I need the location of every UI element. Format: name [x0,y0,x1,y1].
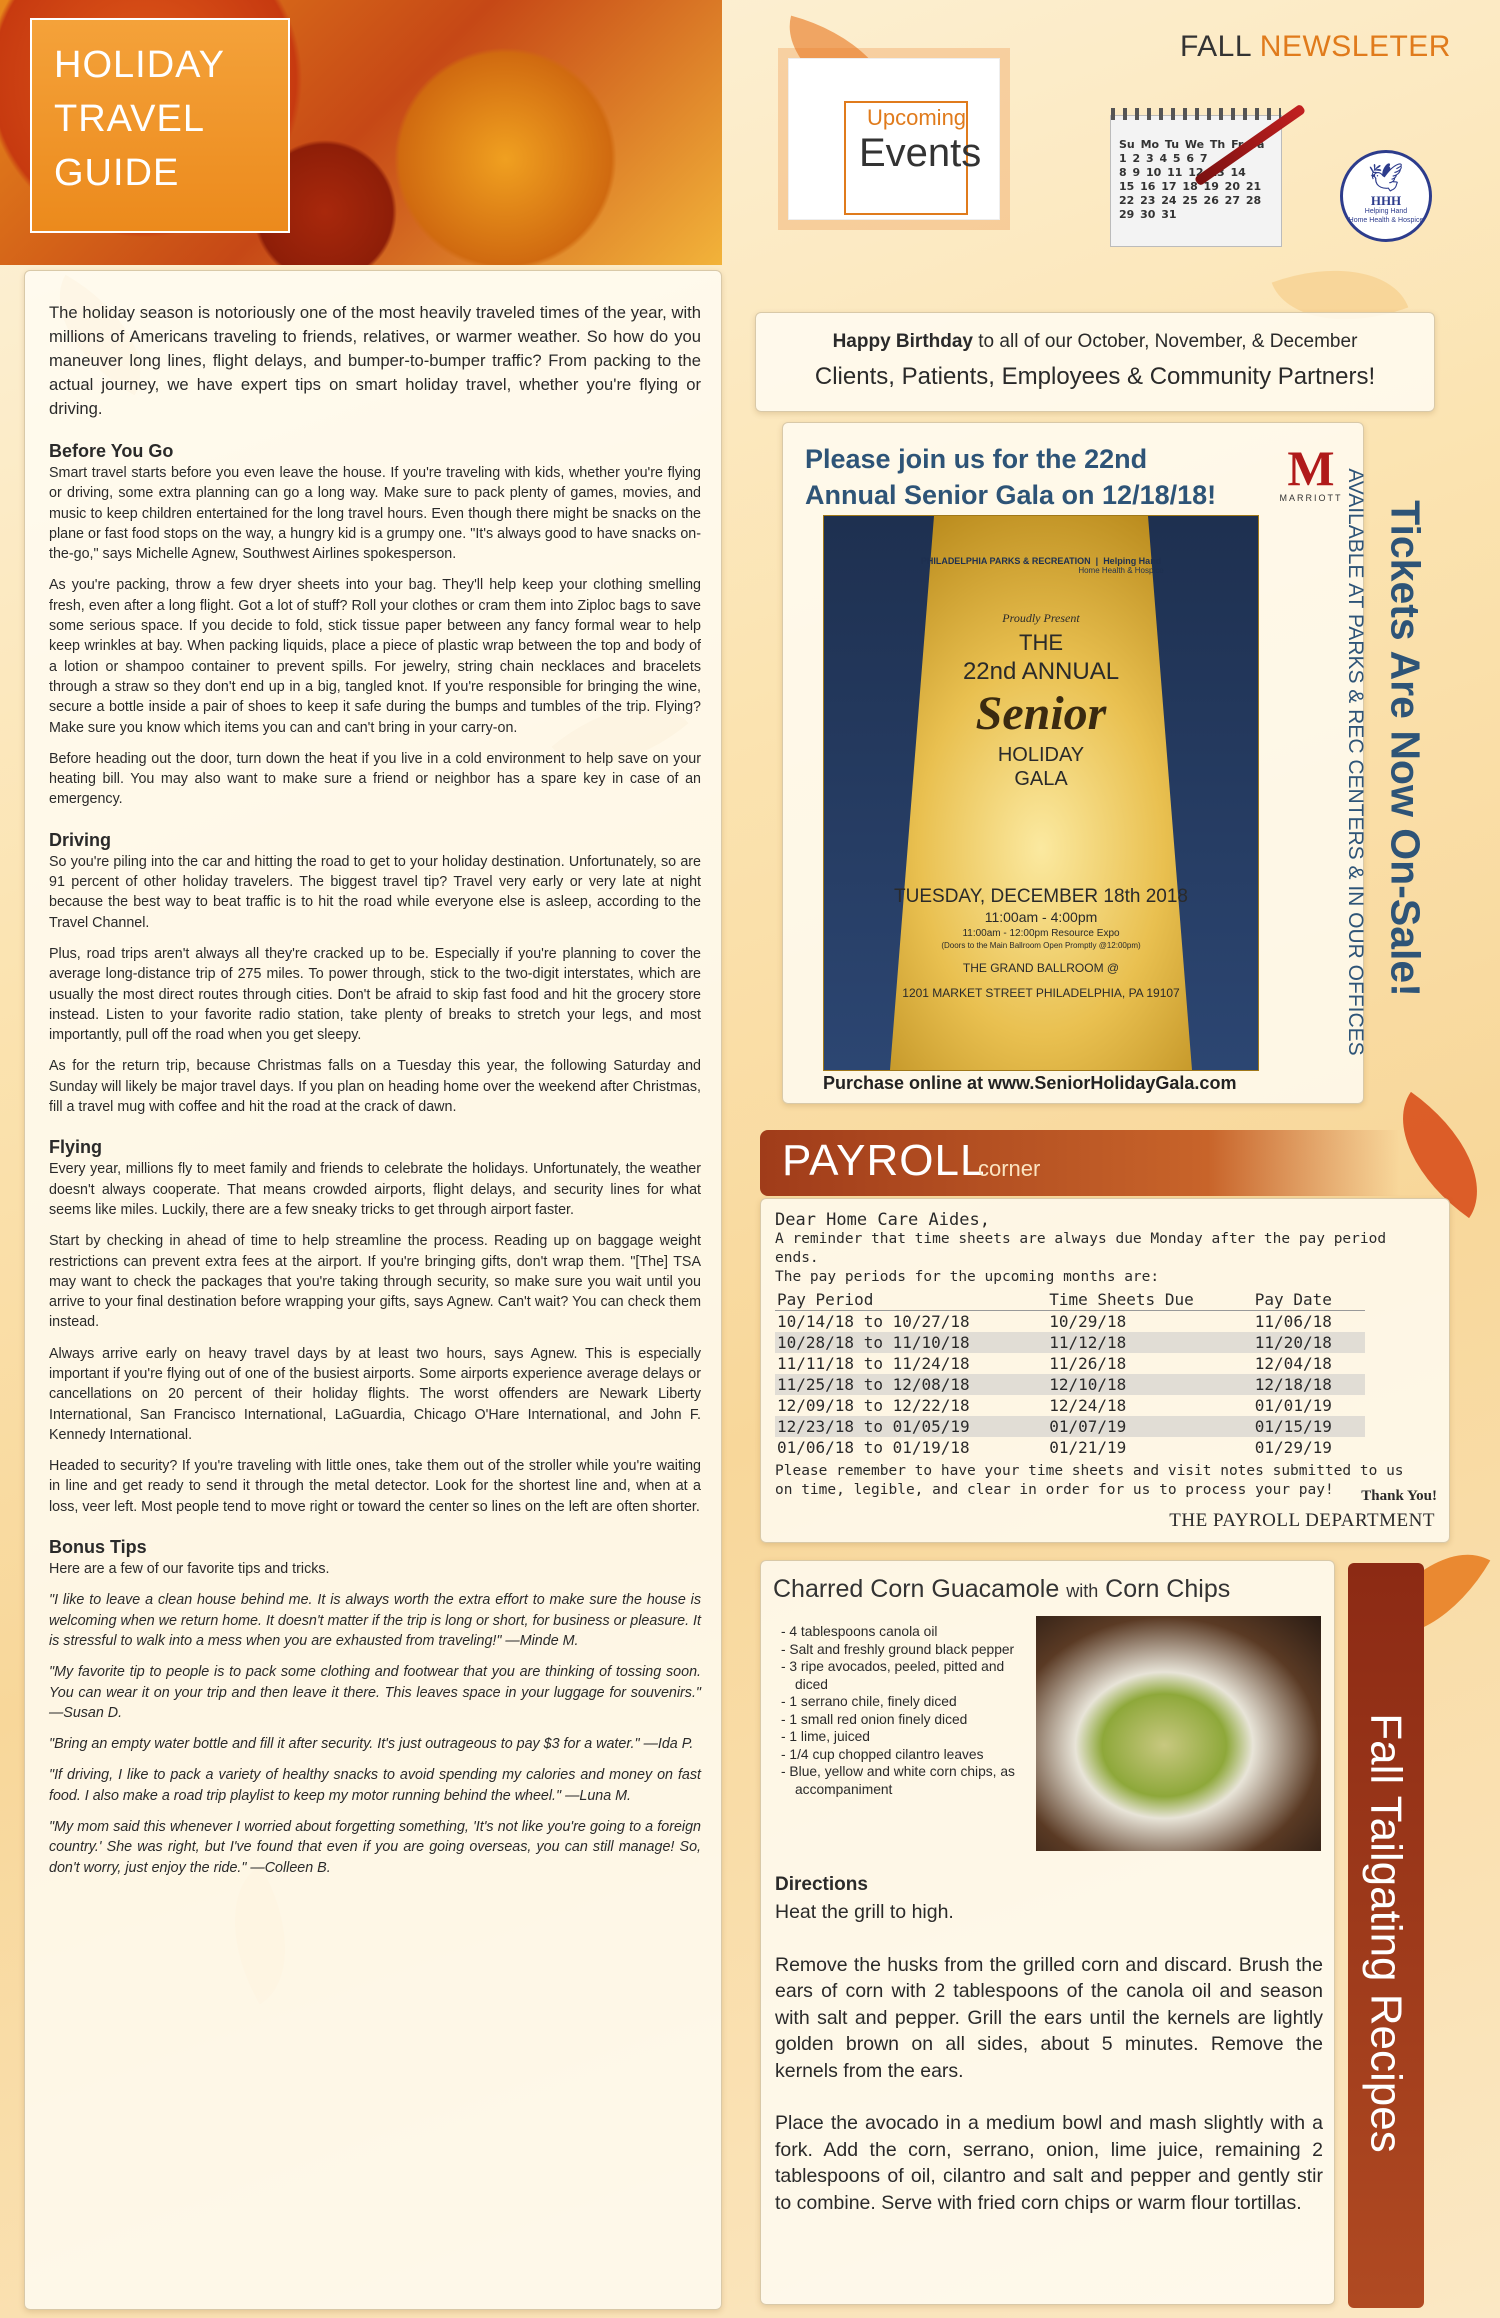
tip-quote: "I like to leave a clean house behind me. It is always worth the extra effort to make sure the house is welcoming when we return home. It doesn't matter if the trip is long or short, for business or pleasure. It is stressful to walk into a mess when you are exhausted from traveling!" —Minde M. [49,1592,701,1649]
poster-date: TUESDAY, DECEMBER 18th 2018 [894,886,1188,907]
cell: 10/28/18 to 11/10/18 [775,1332,1047,1353]
payroll-greeting: Dear Home Care Aides, [775,1210,990,1230]
poster-expo: 11:00am - 12:00pm Resource Expo [962,928,1120,939]
title-line-1: HOLIDAY [54,44,226,86]
recipe-title-sub: Corn Chips [1105,1575,1231,1603]
ingredient: - 1 serrano chile, finely diced [781,1694,957,1709]
partner-parks: PHILADELPHIA PARKS & RECREATION [920,556,1091,566]
paragraph: Before heading out the door, turn down the heat if you live in a cold environment to help save on your heating bill. You may also want to make sure a friend or neighbor has a spare key in case of an emergency. [49,750,701,808]
paragraph: Smart travel starts before you even leave the house. If you're traveling with kids, whether you're flying or driving, some extra planning can go a long way. Make sure to pack plenty of games, movies, and music to keep children entertained for the long travel hours. Even though there might be snacks on the plane or fast food stops on the way, a hungry kid is a grumpy one. "It's always good to have snacks on-the-go," says Michelle Agnew, Southwest Airlines spokesperson. [49,465,701,563]
payroll-banner [760,1130,1400,1196]
travel-guide-article [24,270,722,2310]
payroll-department: THE PAYROLL DEPARTMENT [1169,1510,1435,1531]
tip-quote: "My favorite tip to people is to pack some clothing and footwear that you are thinking of tossing soon. You can wear it on your trip and then leave it there. This leaves space in your luggage for souvenirs." —Susan D. [49,1664,701,1721]
newsletter-word: NEWSLETER [1259,30,1451,63]
newsletter-title [1180,30,1451,64]
guacamole-photo [1036,1616,1321,1851]
gala-poster [823,515,1259,1071]
tickets-headline: Tickets Are Now On-Sale! [1382,500,1429,997]
marriott-wordmark: MARRIOTT [1279,493,1343,503]
title-line-2: TRAVEL [54,98,206,140]
cell: 12/18/18 [1253,1374,1365,1395]
poster-address: 1201 MARKET STREET PHILADELPHIA, PA 19107 [902,986,1180,1000]
partner-helping-hand-sub: Home Health & Hospice [1078,566,1164,575]
poster-annual: 22nd ANNUAL [962,658,1120,685]
ingredient-list [781,1623,1041,1798]
column-header: Pay Period [775,1289,1047,1311]
logo-name: Helping Hand [1364,208,1408,215]
payroll-panel [760,1198,1450,1543]
cell: 11/26/18 [1049,1354,1127,1373]
poster-partners: PHILADELPHIA PARKS & RECREATION | Helping Hand Home Health & Hospice [824,556,1258,575]
recipe-title-main: Charred Corn Guacamole [773,1575,1060,1603]
calendar-row: 8 9 10 11 12 13 14 [1119,166,1246,179]
table-row [775,1395,1365,1416]
payroll-title: PAYROLL [782,1136,986,1185]
ingredient: - 4 tablespoons canola oil [781,1624,938,1639]
cell: 01/01/19 [1254,1396,1332,1415]
logo-subtitle: Home Health & Hospice [1348,217,1424,224]
directions-heading: Directions [775,1874,868,1895]
cell: 12/23/18 to 01/05/19 [775,1416,1047,1437]
table-row [775,1311,1365,1333]
cell: 10/29/18 [1049,1312,1127,1331]
cell: 10/14/18 to 10/27/18 [777,1312,970,1331]
paragraph: Every year, millions fly to meet family and friends to celebrate the holidays. Unfortunately, the weather doesn't always cooperate. That means crowded airports, flight delays, and security lines for what seems like miles. Luckily, there are a few sneaky tricks to get through airport faster. [49,1161,701,1218]
cell: 01/06/18 to 01/19/18 [777,1438,970,1457]
helping-hand-logo [1340,150,1432,242]
column-header: Time Sheets Due [1047,1289,1253,1311]
ingredient: - 3 ripe avocados, peeled, pitted and diced [781,1659,1005,1692]
poster-proudly: Proudly Present [1002,611,1080,625]
ingredient: - Salt and freshly ground black pepper [781,1641,1015,1657]
tickets-availability: AVAILABLE AT PARKS & REC CENTERS & IN OUR OFFICES [1344,468,1367,1056]
poster-doors: (Doors to the Main Ballroom Open Promptly @12:00pm) [941,941,1141,950]
tip-quote: "If driving, I like to pack a variety of healthy snacks to avoid spending my calories and money on fast food. I also make a road trip playlist to keep my motor running behind the wheel." —Luna M. [49,1767,701,1804]
birthday-line-1 [756,331,1434,353]
payroll-note: A reminder that time sheets are always due Monday after the pay period ends. [775,1231,1387,1266]
calendar-row: 22 23 24 25 26 27 28 [1119,194,1262,207]
calendar-row: 15 16 17 18 19 20 21 [1119,180,1262,193]
birthday-notice [755,312,1435,412]
tickets-on-sale-banner [1344,425,1450,1105]
cell: 12/04/18 [1254,1354,1332,1373]
travel-guide-header [0,0,722,265]
ingredient: - Blue, yellow and white corn chips, as accompaniment [781,1764,1015,1797]
recipe-title-with: with [1066,1581,1099,1601]
cell: 12/09/18 to 12/22/18 [777,1396,970,1415]
cell: 11/11/18 to 11/24/18 [777,1354,970,1373]
gala-purchase-link[interactable]: Purchase online at www.SeniorHolidayGala.com [823,1073,1237,1093]
upcoming-label: Upcoming [867,105,967,130]
birthday-line-2: Clients, Patients, Employees & Community Partners! [814,363,1376,390]
section-heading-flying: Flying [49,1137,102,1158]
gala-heading-line-1: Please join us for the 22nd [805,444,1148,474]
logo-abbr: HHH [1370,193,1402,208]
calendar-row: 29 30 31 [1119,208,1177,221]
partner-helping-hand: Helping Hand [1103,556,1162,566]
cell: 01/21/19 [1049,1438,1127,1457]
directions-text [775,1899,1323,2242]
dove-icon: 🕊 [1368,162,1404,193]
marriott-m-icon: M [1287,440,1335,496]
column-header: Pay Date [1253,1289,1365,1311]
payroll-thanks: Thank You! [1361,1488,1437,1504]
birthday-bold: Happy Birthday [832,331,973,352]
section-heading-driving: Driving [49,829,112,850]
ingredient: - 1/4 cup chopped cilantro leaves [781,1746,984,1762]
paragraph: As you're packing, throw a few dryer sheets into your bag. They'll help keep your clothing smelling fresh, even after a long flight. Got a lot of stuff? Roll your clothes or cram them into Ziploc bags to save some serious space. If you decide to fold, stick tissue paper between any fancy formal wear to help keep wrinkles at bay. When packing liquids, place a piece of plastic wrap between the top and body of a lotion or shampoo container to prevent spills. For jewelry, string chain necklaces and bracelets through a straw so they don't end up in a big, tangled knot. If you're responsible for bringing the wine, secure a bottle inside a pair of shoes to keep it safe during the bumps and tumbles of the trip. Flying? Make sure you know which items you can and can't bring in your carry-on. [49,577,701,736]
calendar-row: 1 2 3 4 5 6 7 [1119,152,1208,165]
article-intro: The holiday season is notoriously one of the most heavily traveled times of the year, with millions of Americans traveling to friends, relatives, or warmer weather. So how do you maneuver long lines, flight delays, and bumper-to-bumper traffic? From packing to the actual journey, we have expert tips on smart holiday travel, whether you're flying or driving. [49,303,701,418]
gala-heading-line-2: Annual Senior Gala on 12/18/18! [805,480,1217,510]
payroll-closing: Please remember to have your time sheets and visit notes submitted to us on time, legible, and clear in order for us to process your pay! [775,1463,1404,1498]
calendar-rings [1111,108,1281,120]
bonus-intro: Here are a few of our favorite tips and tricks. [49,1561,330,1578]
ingredient: - 1 small red onion finely diced [781,1711,968,1727]
paragraph: Plus, road trips aren't always all they're cracked up to be. Especially if you're planning to cover the average long-distance trip of 275 miles. To power through, stick to the two-digit interstates, which are usually the most direct routes through cities. Don't be afraid to skip fast food and hit the grocery store instead. Listen to your favorite radio station, take plenty of breaks to stretch your legs, and most importantly, pull off the road when you get sleepy. [49,945,701,1044]
title-line-3: GUIDE [54,152,180,194]
gala-heading [805,441,1216,513]
poster-time: 11:00am - 4:00pm [984,909,1098,925]
poster-venue: THE GRAND BALLROOM @ [962,961,1120,975]
cell: 11/25/18 to 12/08/18 [775,1374,1047,1395]
paragraph: Always arrive early on heavy travel days by at least two hours, says Agnew. This is especially important if you're flying out of one of the busiest airports. Some airports experience average delays or cancellations on 20 percent of their holiday flights. The worst offenders are Newark Liberty International, San Francisco International, LaGuardia, Chicago O'Hare International, and John F. Kennedy International. [49,1345,701,1443]
cell: 01/07/19 [1047,1416,1253,1437]
recipe-title [773,1575,1322,1604]
paragraph: Headed to security? If you're traveling with little ones, take them out of the stroller while you're waiting in line and get ready to send it through the metal detector. Look for the shortest line and, when at a loss, veer left. Most people tend to move right or toward the center so lines on the left are often shorter. [49,1458,701,1515]
payroll-note: The pay periods for the upcoming months are: [775,1269,1160,1285]
table-row [775,1437,1365,1458]
fall-tailgating-title: Fall Tailgating Recipes [1361,1713,1411,2153]
recipe-panel [760,1560,1335,2305]
cell: 11/12/18 [1047,1332,1253,1353]
table-row [775,1332,1365,1353]
payroll-subtitle: corner [978,1156,1041,1181]
poster-senior: Senior [975,687,1107,740]
birthday-rest: to all of our October, November, & December [973,331,1358,352]
marriott-logo [1271,440,1351,503]
poster-holiday: HOLIDAY [997,744,1085,766]
tip-quote: "Bring an empty water bottle and fill it after security. It's just outrageous to pay $3 for a water." —Ida P. [49,1736,694,1753]
cell: 12/10/18 [1047,1374,1253,1395]
tip-quote: "My mom said this whenever I worried about forgetting something, 'It's not like you're going to a foreign country.' She was right, but I've found that even if you are going overseas, you can still manage! So, don't worry, just enjoy the ride." —Colleen B. [49,1819,701,1876]
cell: 01/29/19 [1254,1438,1332,1457]
section-heading-before-you-go: Before You Go [49,441,174,461]
direction-step: Remove the husks from the grilled corn and discard. Brush the ears of corn with 2 tablespoons of the canola oil and season with salt and pepper. Grill the ears until the kernels are lightly golden brown on all sides, about 5 minutes. Remove the kernels from the ears. [775,1953,1323,2082]
paragraph: Start by checking in ahead of time to help streamline the process. Reading up on baggage weight restrictions can prevent extra fees at the airport. If you're bringing gifts, don't wrap them. "[The] TSA may want to check the packages that you're taking through security, so make sure you wait until you arrive to your final destination before wrapping your gifts, says Agnew. Can't wait? You can check them instead. [49,1233,701,1331]
calendar-row: Su Mo Tu We Th Fr Sa [1119,138,1265,151]
cell: 11/20/18 [1253,1332,1365,1353]
events-label: Events [859,131,982,175]
direction-step: Heat the grill to high. [775,1901,954,1923]
poster-gala: GALA [1014,768,1068,790]
direction-step: Place the avocado in a medium bowl and mash slightly with a fork. Add the corn, serrano, onion, lime juice, remaining 2 tablespoons of oil, cilantro and salt and pepper and gently stir to combine. Serve with fried corn chips or warm flour tortillas. [775,2112,1323,2214]
cell: 01/15/19 [1253,1416,1365,1437]
ingredient: - 1 lime, juiced [781,1729,870,1744]
paragraph: So you're piling into the car and hitting the road to get to your holiday destination. Unfortunately, so are 91 percent of other holiday travelers. The biggest travel tip? Travel very early or very late at night because the best way to beat traffic is to hit the road while everyone else is asleep, according to the Travel Channel. [49,853,701,931]
table-row [775,1353,1365,1374]
cell: 12/24/18 [1049,1396,1127,1415]
section-heading-bonus-tips: Bonus Tips [49,1537,147,1558]
pay-period-table [775,1289,1365,1458]
travel-guide-title [30,18,290,233]
table-row [775,1416,1365,1437]
paragraph: As for the return trip, because Christmas falls on a Tuesday this year, the following Saturday and Sunday will likely be major travel days. If you plan on heading home over the weekend after Christmas, fill a travel mug with coffee and hit the road at the crack of dawn. [49,1058,701,1116]
fall-tailgating-banner [1348,1563,1424,2308]
table-row [775,1374,1365,1395]
upcoming-events-badge [788,58,1000,220]
fall-word: FALL [1180,30,1251,63]
cell: 11/06/18 [1254,1312,1332,1331]
poster-the: THE [1019,630,1063,655]
senior-gala-panel [782,422,1364,1104]
